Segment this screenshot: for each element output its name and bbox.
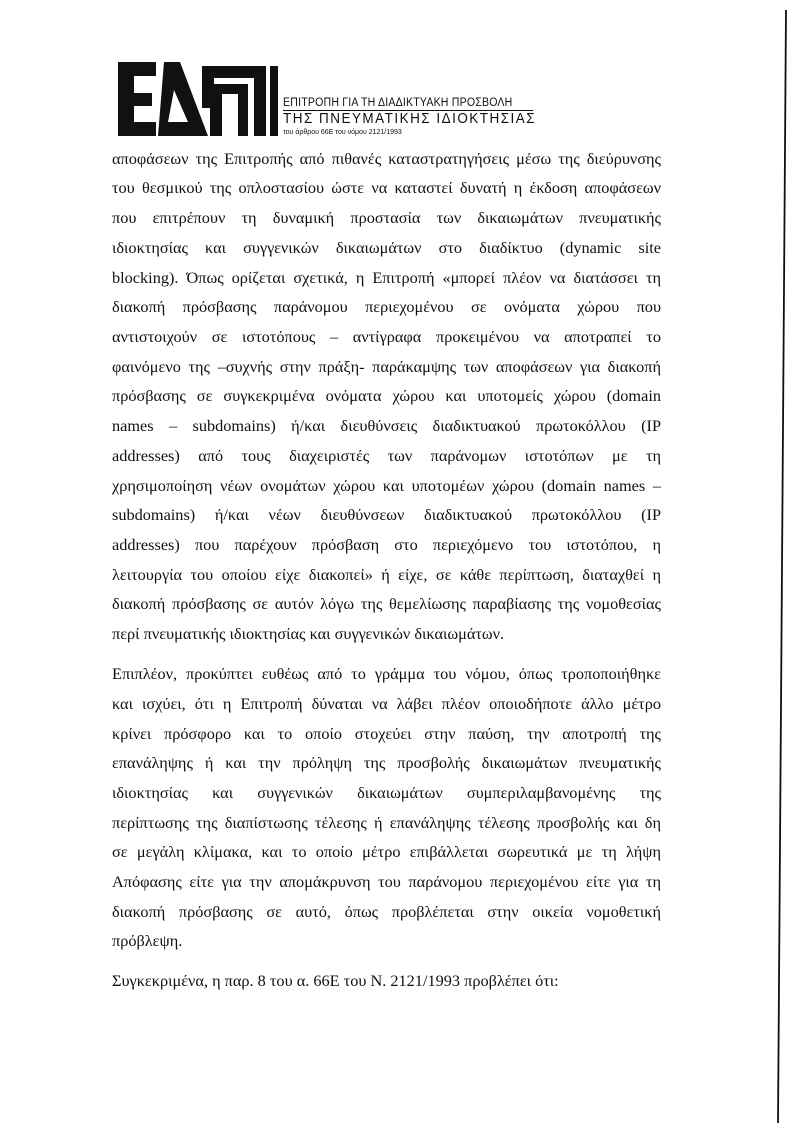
text-line: που επιτρέπουν τη δυναμική προστασία των δικαιωμάτων πνευματικής [112,208,661,227]
letterhead-text [283,97,555,137]
text-line: επανάληψης ή και την πρόληψη της προσβολής δικαιωμάτων πνευματικής [112,753,661,772]
text-line: λειτουργία του οποίου είχε διακοπεί» ή είχε, σε κάθε περίπτωση, διαταχθεί η [112,565,661,584]
text-line: πρόσβασης σε συγκεκριμένα ονόματα χώρου και υποτομείς χώρου (domain [112,386,661,405]
text-line: αντιστοιχούν σε ιστοτόπους – αντίγραφα προκειμένου να αποτραπεί το [112,327,661,346]
text-line: φαινόμενο της –συχνής στην πράξη- παράκαμψης των αποφάσεων για διακοπή [112,357,661,376]
text-line: του θεσμικού της οπλοστασίου ώστε να καταστεί δυνατή η έκδοση αποφάσεων [112,178,661,197]
text-line: names – subdomains) ή/και διευθύνσεις διαδικτυακού πρωτοκόλλου (IP [112,416,661,435]
edpi-logo [118,60,278,140]
text-line: διακοπή πρόσβασης σε αυτό, όπως προβλέπεται στην οικεία νομοθετική [112,902,661,921]
text-line: Συγκεκριμένα, η παρ. 8 του α. 66Ε του Ν. 2121/1993 προβλέπει ότι: [112,971,559,990]
text-line: διακοπή πρόσβασης σε αυτόν λόγω της θεμελίωσης παραβίασης της νομοθεσίας [112,594,661,613]
text-line: addresses) από τους διαχειριστές των παράνομων ιστοτόπων με τη [112,446,661,465]
text-line: Επιπλέον, προκύπτει ευθέως από το γράμμα του νόμου, όπως τροποποιήθηκε [112,664,661,683]
text-line: περί πνευματικής ιδιοκτησίας και συγγενικών δικαιωμάτων. [112,624,505,643]
committee-name-line2: ΤΗΣ ΠΝΕΥΜΑΤΙΚΗΣ ΙΔΙΟΚΤΗΣΙΑΣ [283,111,537,127]
text-line: Απόφασης είτε για την απομάκρυνση του παράνομου περιεχομένου είτε για τη [112,872,661,891]
text-line: περίπτωσης της διαπίστωσης τέλεσης ή επανάληψης τέλεσης προσβολής και δη [112,813,661,832]
text-line: πρόβλεψη. [112,931,183,950]
text-line: χρησιμοποίηση νέων ονομάτων χώρου και υποτομέων χώρου (domain names – [112,476,661,495]
text-line: ιδιοκτησίας και συγγενικών δικαιωμάτων στο διαδίκτυο (dynamic site [112,238,661,257]
text-line: subdomains) ή/και νέων διευθύνσεων διαδικτυακού πρωτοκόλλου (IP [112,505,661,524]
text-line: κρίνει πρόσφορο και το οποίο στοχεύει στην παύση, την αποτροπή της [112,724,661,743]
text-line: blocking). Όπως ορίζεται σχετικά, η Επιτροπή «μπορεί πλέον να διατάσσει τη [112,268,661,287]
text-line: ιδιοκτησίας και συγγενικών δικαιωμάτων συμπεριλαμβανομένης της [112,783,661,802]
text-line: σε μεγάλη κλίμακα, και το οποίο μέτρο επιβάλλεται σωρευτικά με τη λήψη [112,842,661,861]
text-line: και ισχύει, ότι η Επιτροπή δύναται να λάβει πλέον οποιοδήποτε άλλο μέτρο [112,694,661,713]
committee-name-line1: ΕΠΙΤΡΟΠΗ ΓΙΑ ΤΗ ΔΙΑΔΙΚΤΥΑΚΗ ΠΡΟΣΒΟΛΗ [283,97,533,111]
text-line: addresses) που παρέχουν πρόσβαση στο περιεχόμενο του ιστοτόπου, η [112,535,661,554]
text-line: διακοπή πρόσβασης παράνομου περιεχομένου σε ονόματα χώρου που [112,297,661,316]
text-line: αποφάσεων της Επιτροπής από πιθανές καταστρατηγήσεις μέσω της διεύρυνσης [112,149,661,168]
logo-mark-icon [118,60,278,140]
legal-basis-line: του άρθρου 66Ε του νόμου 2121/1993 [283,129,402,136]
